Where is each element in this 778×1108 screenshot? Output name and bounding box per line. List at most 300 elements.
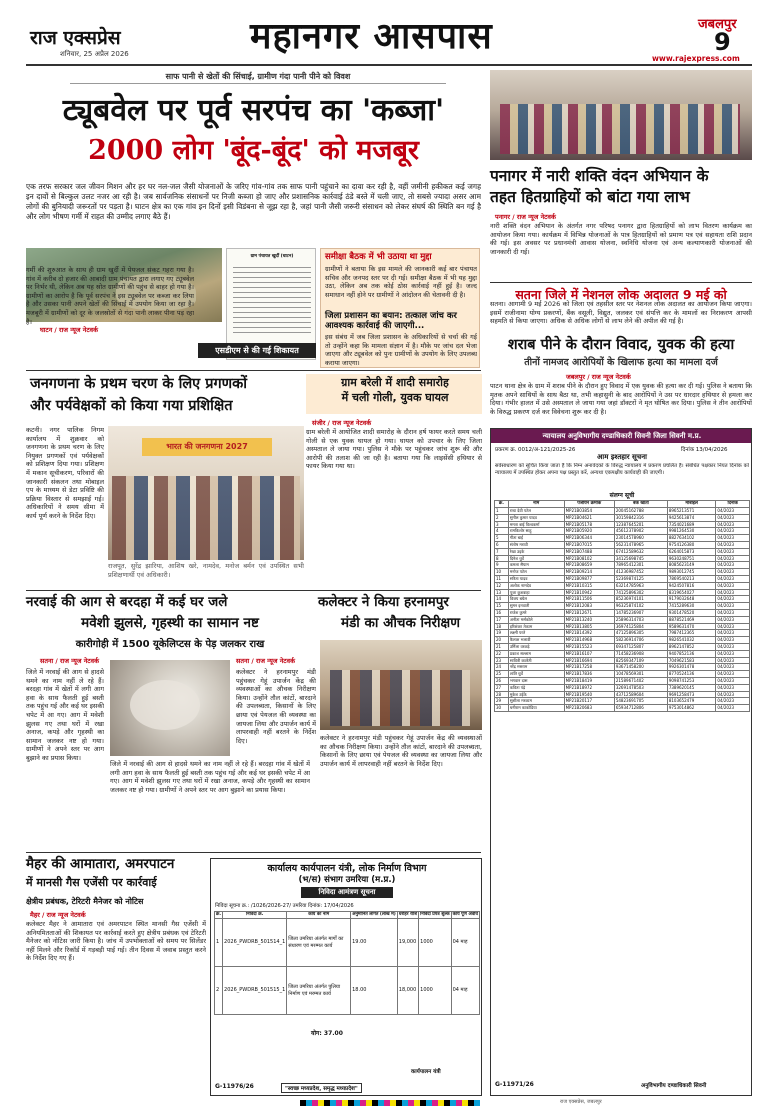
notice-table-cell: 8827634102 — [667, 535, 716, 542]
notice-table-cell: 04/2023 — [716, 521, 750, 528]
notice-table-cell: 04/2023 — [716, 589, 750, 596]
notice-table-cell: 24 — [495, 664, 509, 671]
notice-table-cell: 04/2023 — [716, 609, 750, 616]
notice-table-cell: MP21B03854 — [564, 508, 614, 515]
notice-table-cell: 28 — [495, 691, 509, 698]
paper-name: राज एक्सप्रेस — [30, 27, 121, 49]
notice-table-wrap — [494, 500, 750, 712]
notice-table-cell: सरिता यादव — [508, 575, 564, 582]
notice-table-cell: 04/2023 — [716, 657, 750, 664]
notice-table-cell: MP21B13805 — [564, 623, 614, 630]
census-photo — [108, 426, 304, 560]
notice-table-cell: MP21B15523 — [564, 643, 614, 650]
notice-table-cell: सुशीला मरकाम — [508, 698, 564, 705]
edition-date: शनिवार, 25 अप्रैल 2026 — [60, 50, 129, 58]
notice-table-header-cell: बैंक खाता — [614, 501, 667, 508]
notice-table-cell: 9691258473 — [667, 691, 716, 698]
notice-table-cell: 8319654027 — [667, 589, 716, 596]
notice-table-body — [495, 508, 750, 712]
notice-table-row — [495, 684, 750, 691]
notice-table-cell: सावित्री कवरेती — [508, 657, 564, 664]
notice-table-cell: MP21B16107 — [564, 650, 614, 657]
census-caption: राजपूत, सुरेंद्र झारिया, आशिष खरे, नामदेव, मनोज बर्मन एवं उपस्थित सभी प्रशिक्षणार्थी एवं अधिकारी। — [108, 562, 304, 579]
notice-table-row — [495, 548, 750, 555]
gas-agency-subhead-two: क्षेत्रीय प्रबंधक, टेरिटरी मैनेजर को नोटिस — [26, 897, 144, 906]
fire-body-continued — [110, 760, 310, 848]
notice-table-row — [495, 508, 750, 515]
notice-table-cell: 30159842316 — [614, 514, 667, 521]
notice-table-row — [495, 562, 750, 569]
gas-agency-byline: मैहर / राज न्यूज नेटवर्क — [30, 911, 86, 919]
section-title: महानगर आसपास — [250, 15, 493, 57]
official-title: जिला प्रशासन का बयान: तत्काल जांच कर आवश्यक कार्रवाई की जाएगी... — [325, 311, 457, 331]
notice-date: दिनांक 13/04/2026 — [681, 447, 728, 453]
notice-table-row — [495, 569, 750, 576]
notice-table-row — [495, 582, 750, 589]
census-headline: जनगणना के प्रथम चरण के लिए प्रगणकों — [30, 375, 248, 392]
notice-table-cell: मनोज पटेल — [508, 569, 564, 576]
notice-table-cell: 7987412365 — [667, 630, 716, 637]
murder-byline: जबलपुर / राज न्यूज नेटवर्क — [566, 373, 631, 381]
fire-body: जिले में नरवाई की आग से हादसे थमने का नाम नहीं ले रहे हैं। बरदहा गांव में खेतों में लगी आग हवा के साथ फैलती हुई बस्ती तक पहुंच गई और कई घर इसकी चपेट में आ गए। आग में मवेशी झुलस गए तथा घरों में रखा अनाज, कपड़े और गृहस्थी का सामान जलकर नष्ट हो गया। ग्रामीणों ने अपने स्तर पर आग बुझाने का प्रयास किया। — [26, 668, 104, 762]
page-number: 9 — [714, 28, 731, 56]
notice-table-cell: कविता पंद्रे — [508, 684, 564, 691]
notice-table-cell: 04/2023 — [716, 664, 750, 671]
story-kicker: साफ पानी से खेतों की सिंचाई, ग्रामीण गंदा पानी पीने को विवश — [70, 70, 446, 84]
notice-table-cell: 45612378902 — [614, 528, 667, 535]
notice-table-cell: MP21B04621 — [564, 514, 614, 521]
notice-table-cell: MP21B08659 — [564, 562, 614, 569]
panagar-subheadline: तहत हितग्राहियों को बांटा गया लाभ — [490, 187, 690, 206]
notice-table-cell: 04/2023 — [716, 575, 750, 582]
notice-table-cell: 11 — [495, 575, 509, 582]
murder-subheadline: तीनों नामजद आरोपियों के खिलाफ हत्या का मामला दर्ज — [524, 357, 718, 368]
list-title: संलग्न सूची — [609, 492, 635, 499]
notice-table-cell: 04/2023 — [716, 671, 750, 678]
notice-table-cell: 63214785963 — [614, 582, 667, 589]
fire-photo — [110, 660, 230, 756]
section-rule — [26, 370, 481, 371]
notice-table-cell: MP21B10942 — [564, 589, 614, 596]
notice-table-cell: शांति धुर्वे — [508, 671, 564, 678]
notice-table-cell: 52369874125 — [614, 575, 667, 582]
notice-table-cell: 21 — [495, 643, 509, 650]
section-rule — [26, 590, 481, 591]
notice-table-cell: 4 — [495, 528, 509, 535]
tender-table-cell: जिला उमरिया अंतर्गत पुलिया निर्माण एवं मरम्मत कार्य — [287, 967, 351, 1015]
document-header: ग्राम पंचायत खुर्दी (घाटन) — [250, 254, 294, 259]
notice-table-cell: 74125896302 — [614, 589, 667, 596]
notice-table-cell: 23 — [495, 657, 509, 664]
notice-table-cell: विजय बघेल — [508, 596, 564, 603]
notice-table-cell: मुकेश उईके — [508, 691, 564, 698]
notice-table-row — [495, 637, 750, 644]
notice-table-row — [495, 698, 750, 705]
notice-table-cell: MP21B17258 — [564, 664, 614, 671]
notice-table-cell: 9893012745 — [667, 569, 716, 576]
byline: घाटन / राज न्यूज नेटवर्क — [40, 326, 99, 334]
tender-table-cell: 1 — [215, 919, 223, 967]
notice-table-cell: MP21B18419 — [564, 677, 614, 684]
notice-table-row — [495, 541, 750, 548]
notice-table-cell: 8965213571 — [667, 508, 716, 515]
gas-agency-body: कलेक्टर मैहर ने आमातारा एवं अमरपाटन स्थित मानसी गैस एजेंसी में अनियमितताओं की शिकायत पर कार्रवाई करते हुए क्षेत्रीय प्रबंधक एवं टेरिटरी मैनेजर को नोटिस जारी किया है। जांच में उपभोक्ताओं को समय पर सिलेंडर नहीं मिलने और रिकॉर्ड में गड़बड़ी पाई गई। तीन दिवस में जवाब प्रस्तुत करने के निर्देश दिए गए हैं। — [26, 920, 206, 963]
notice-table-cell: 65934712806 — [614, 705, 667, 712]
tender-table-cell: 18,000 — [397, 967, 418, 1015]
notice-table-cell: 8962147852 — [667, 643, 716, 650]
notice-table-cell: 17 — [495, 616, 509, 623]
notice-table-header-cell: पंजीयन क्रमांक — [564, 501, 614, 508]
notice-table-row — [495, 528, 750, 535]
notice-table-cell: 04/2023 — [716, 643, 750, 650]
notice-table — [494, 500, 750, 712]
masthead-rule — [26, 64, 752, 66]
fire-headline: नरवाई की आग से बरदहा में कई घर जले — [26, 594, 228, 610]
gas-agency-subheadline: में मानसी गैस एजेंसी पर कार्रवाई — [26, 876, 157, 889]
notice-table-cell: 22 — [495, 650, 509, 657]
notice-table-row — [495, 616, 750, 623]
fire-subhead-two: कारीगोही में 1500 यूकेलिप्टस के पेड़ जलकर राख — [75, 639, 265, 650]
notice-table-cell: MP21B16694 — [564, 657, 614, 664]
notice-text: सर्वसाधारण को सूचित किया जाता है कि निम्न अनावेदकों के विरुद्ध न्यायालय में प्रकरण प्रचलित है। संबंधित पक्षकार नियत दिनांक को न्यायालय में उपस्थित होकर अपना पक्ष प्रस्तुत करें, अन्यथा एकपक्षीय कार्यवाही की जाएगी। — [495, 463, 749, 476]
website-url[interactable]: www.rajexpress.com — [652, 54, 740, 63]
notice-table-row — [495, 623, 750, 630]
notice-table-cell: 04/2023 — [716, 691, 750, 698]
notice-table-row — [495, 575, 750, 582]
tender-table — [214, 911, 480, 1015]
notice-table-cell: MP21B08102 — [564, 555, 614, 562]
court-title: न्यायालय अनुविभागीय दण्डाधिकारी सिवनी जिला सिवनी म.प्र. — [491, 429, 752, 443]
tender-table-header-cell: कार्य का नाम — [287, 912, 351, 919]
notice-table-cell: 6264015873 — [667, 548, 716, 555]
notice-table-cell: MP21B06344 — [564, 535, 614, 542]
review-box — [320, 248, 480, 368]
notice-table-cell: अनीता मर्सकोले — [508, 616, 564, 623]
panagar-headline: पनागर में नारी शक्ति वंदन अभियान के — [490, 166, 709, 185]
notice-table-cell: 7415289630 — [667, 603, 716, 610]
tender-table-header-cell: कार्य पूर्ण अवधि — [452, 912, 478, 917]
notice-table-cell: MP21B10315 — [564, 582, 614, 589]
mandi-headline: कलेक्टर ने किया हरनामपुर — [318, 594, 449, 610]
panagar-byline: पनागर / राज न्यूज नेटवर्क — [495, 213, 556, 221]
notice-table-cell: 04/2023 — [716, 555, 750, 562]
notice-table-row — [495, 521, 750, 528]
notice-table-cell: 18 — [495, 623, 509, 630]
notice-table-cell: रेखा उइके — [508, 548, 564, 555]
notice-table-cell: 8770524136 — [667, 671, 716, 678]
fire-byline: सतना / राज न्यूज नेटवर्क — [40, 657, 99, 665]
notice-table-cell: MP21B14968 — [564, 637, 614, 644]
notice-table-cell: कमला सैयाम — [508, 562, 564, 569]
lok-adalat-title: सतना जिले में नेशनल लोक अदालत 9 मई को — [490, 282, 752, 303]
mandi-body: कलेक्टर ने हरनामपुर मंडी पहुंचकर गेहूं उपार्जन केंद्र की व्यवस्थाओं का औचक निरीक्षण किया। उन्होंने तौल कांटों, बारदाने की उपलब्धता, किसानों के लिए छाया एवं पेयजल की व्यवस्था का जायजा लिया और उपार्जन कार्य में लापरवाही नहीं बरतने के निर्देश दिए। — [236, 668, 316, 745]
notice-table-row — [495, 603, 750, 610]
mandi-body-text: कलेक्टर ने हरनामपुर मंडी पहुंचकर गेहूं उपार्जन केंद्र की व्यवस्थाओं का औचक निरीक्षण किया। उन्होंने तौल कांटों, बारदाने की उपलब्धता, किसानों के लिए छाया एवं पेयजल की व्यवस्था का जायजा लिया और उपार्जन कार्य में लापरवाही नहीं बरतने के निर्देश दिए। — [320, 734, 482, 768]
notice-table-row — [495, 555, 750, 562]
notice-table-cell: 04/2023 — [716, 630, 750, 637]
notice-table-cell: 9 — [495, 562, 509, 569]
notice-table-cell: 04/2023 — [716, 684, 750, 691]
notice-table-cell: 20045162788 — [614, 508, 667, 515]
tender-table-cell: 1000 — [419, 919, 451, 967]
tender-table-row — [215, 919, 480, 967]
tender-table-cell: 19.00 — [351, 919, 398, 967]
notice-table-cell: 1 — [495, 508, 509, 515]
notice-table-cell: पूजा कुशवाहा — [508, 589, 564, 596]
notice-table-row — [495, 664, 750, 671]
notice-table-cell: MP21B20683 — [564, 705, 614, 712]
tender-ref: निविदा सूचना क्र.: /1026/2026-27/ उमरिया दिनांक: 17/04/2026 — [215, 903, 354, 909]
subheadline: 2000 लोग 'बूंद-बूंद' को मजबूर — [88, 135, 419, 166]
notice-table-cell: सुनील कुमार यादव — [508, 514, 564, 521]
tender-table-cell: 18.00 — [351, 967, 398, 1015]
tender-signer: कार्यपालन यंत्री — [411, 1069, 441, 1075]
tender-table-cell: 1000 — [419, 967, 451, 1015]
notice-table-cell: 43712589604 — [614, 691, 667, 698]
notice-table-cell: MP21B12671 — [564, 609, 614, 616]
notice-table-row — [495, 691, 750, 698]
notice-signer: अनुविभागीय दण्डाधिकारी सिवनी — [641, 1083, 707, 1089]
notice-table-cell: 47125896305 — [614, 630, 667, 637]
notice-table-cell: 23014578960 — [614, 535, 667, 542]
notice-table-row — [495, 671, 750, 678]
notice-table-cell: 56231478965 — [614, 541, 667, 548]
notice-table-cell: 96325874102 — [614, 603, 667, 610]
official-text: इस संबंध में जब जिला प्रशासन के अधिकारियों से चर्चा की गई तो उन्होंने कहा कि मामला संज्ञान में है। मौके पर जांच दल भेजा जाएगा और ट्यूबवेल को पुनः ग्रामीणों के उपयोग के लिए उपलब्ध कराया जाएगा। — [325, 333, 477, 367]
notice-table-cell: 16 — [495, 609, 509, 616]
notice-table-cell: 25 — [495, 671, 509, 678]
tender-table-wrap — [214, 911, 480, 1015]
notice-table-row — [495, 535, 750, 542]
court-notice — [490, 428, 752, 1096]
notice-table-cell: 19 — [495, 630, 509, 637]
notice-table-cell: धनीराम काकोडिया — [508, 705, 564, 712]
notice-table-cell: रामकिशोर साहू — [508, 528, 564, 535]
notice-table-cell: 14 — [495, 596, 509, 603]
notice-table-cell: 04/2023 — [716, 650, 750, 657]
notice-table-cell: 71458236908 — [614, 650, 667, 657]
notice-table-cell: 04/2023 — [716, 623, 750, 630]
notice-table-cell: 9826541032 — [667, 637, 716, 644]
notice-table-cell: कैलाश भलावी — [508, 637, 564, 644]
headline: ट्यूबवेल पर पूर्व सरपंच का 'कब्जा' — [62, 93, 445, 128]
notice-table-cell: 04/2023 — [716, 508, 750, 515]
mandi-subheadline: मंडी का औचक निरीक्षण — [341, 615, 460, 631]
notice-table-cell: MP21B09214 — [564, 569, 614, 576]
notice-table-cell: नरेंद्र मसराम — [508, 664, 564, 671]
notice-table-cell: राधा देवी पटेल — [508, 508, 564, 515]
footer-ad: "स्वच्छ मध्यप्रदेश, समृद्ध मध्यप्रदेश" — [281, 1083, 362, 1093]
tender-table-body — [215, 919, 480, 1015]
tender-table-header-cell: अनुमानित लागत (लाख में) — [352, 912, 396, 917]
tender-notice — [210, 858, 482, 1096]
notice-table-cell: 30 — [495, 705, 509, 712]
notice-table-cell: MP21B14392 — [564, 630, 614, 637]
section-rule — [26, 852, 481, 853]
tender-table-cell: 04 माह — [451, 919, 479, 967]
notice-table-cell: 8103652479 — [667, 698, 716, 705]
notice-table-header-cell: मोबाइल — [667, 501, 716, 508]
notice-table-cell: संतोष मरावी — [508, 541, 564, 548]
notice-table-cell: 34125698745 — [614, 555, 667, 562]
notice-table-cell: 85236974101 — [614, 596, 667, 603]
notice-table-cell: 9754126380 — [667, 541, 716, 548]
notice-table-cell: 04/2023 — [716, 541, 750, 548]
notice-table-cell: 9179032648 — [667, 596, 716, 603]
notice-table-cell: 10 — [495, 569, 509, 576]
notice-table-cell: 9407852136 — [667, 650, 716, 657]
tender-table-header — [215, 912, 480, 919]
notice-table-cell: 21589671402 — [614, 677, 667, 684]
tender-table-cell: 2026_PWDRB_501515_1 — [223, 967, 287, 1015]
edition-city: जबलपुर — [698, 17, 737, 32]
shooting-subheadline: में चली गोली, युवक घायल — [341, 391, 449, 404]
gas-agency-headline: मैहर की आमातारा, अमरपाटन — [26, 856, 175, 872]
lead-paragraph: एक तरफ सरकार जल जीवन मिशन और हर घर नल-जल जैसी योजनाओं के जरिए गांव-गांव तक साफ पानी पहुंचाने का दावा कर रही है, वहीं जमीनी हकीकत कई जगह इन दावों से बिल्कुल उलट नजर आ रही है। जब सार्वजनिक संसाधनों पर निजी कब्जा हो जाए और प्रशासनिक कार्रवाई ठंडे बस्ते में चली जाए, तो सबसे ज्यादा असर आम लोगों की बुनियादी जरूरतों पर पड़ता है। घाटन क्षेत्र का एक गांव इन दिनों इसी विडंबना से जूझ रहा है, जहां पानी जैसी जरूरी संसाधन को लेकर संघर्ष की स्थिति बन गई है और लोग भीषण गर्मी में राहत की उम्मीद लगाए बैठे हैं। — [26, 182, 481, 221]
tender-table-header-cell: निविदा क्र. — [223, 912, 287, 919]
tender-table-cell: 19,000 — [397, 919, 418, 967]
notice-table-cell: 04/2023 — [716, 603, 750, 610]
mandi-byline: सतना / राज न्यूज नेटवर्क — [236, 657, 295, 665]
lok-adalat-body: सतना। आगामी 9 मई 2026 को जिला एवं तहसील स्तर पर नेशनल लोक अदालत का आयोजन किया जाएगा। इसमें राजीनामा योग्य प्रकरणों, बैंक वसूली, विद्युत, जलकर एवं संपत्ति कर के मामलों का निराकरण आपसी सहमति से किया जाएगा। अधिक से अधिक लोगों से लाभ लेने की अपील की गई है। — [490, 300, 752, 326]
murder-body: पाटन थाना क्षेत्र के ग्राम में शराब पीने के दौरान हुए विवाद में एक युवक की हत्या कर दी गई। पुलिस ने बताया कि मृतक अपने साथियों के साथ बैठा था, तभी कहासुनी के बाद आरोपियों ने उस पर धारदार हथियार से हमला कर दिया। गंभीर हालत में उसे अस्पताल ले जाया गया जहां डॉक्टरों ने मृत घोषित कर दिया। पुलिस ने तीन आरोपियों के विरुद्ध प्रकरण दर्ज कर विवेचना शुरू कर दी है। — [490, 382, 752, 416]
tender-office: कार्यालय कार्यपालन यंत्री, लोक निर्माण विभाग — [267, 863, 427, 874]
notice-table-cell: 15 — [495, 603, 509, 610]
notice-title: आम इश्तहार सूचना — [597, 453, 647, 461]
notice-table-cell: 04/2023 — [716, 698, 750, 705]
notice-code: G-11971/26 — [495, 1081, 534, 1088]
notice-table-cell: 04/2023 — [716, 637, 750, 644]
tender-table-cell: 2026_PWDRB_501514_1 — [223, 919, 287, 967]
tender-office-sub: (भ/स) संभाग उमरिया (म.प्र.) — [298, 875, 396, 885]
census-banner: भारत की जनगणना 2027 — [142, 438, 272, 456]
notice-table-cell: MP21B18972 — [564, 684, 614, 691]
notice-table-cell: 04/2023 — [716, 705, 750, 712]
shooting-box — [306, 374, 482, 414]
notice-table-cell: सुमन इनवाती — [508, 603, 564, 610]
tender-table-header-cell: निविदा प्रपत्र शुल्क — [420, 912, 450, 917]
notice-table-cell: 2 — [495, 514, 509, 521]
notice-table-row — [495, 657, 750, 664]
notice-table-row — [495, 596, 750, 603]
notice-table-cell: MP21B13240 — [564, 616, 614, 623]
tender-table-cell: 04 माह — [451, 967, 479, 1015]
tender-table-header-cell: क्र. — [216, 912, 222, 917]
notice-table-cell: 36974125804 — [614, 623, 667, 630]
notice-table-header — [495, 501, 750, 508]
notice-table-cell: 93671458200 — [614, 664, 667, 671]
notice-table-row — [495, 677, 750, 684]
notice-table-header-cell: नाम — [508, 501, 564, 508]
notice-table-cell: MP21B11506 — [564, 596, 614, 603]
fire-body-text: जिले में नरवाई की आग से हादसे थमने का नाम नहीं ले रहे हैं। बरदहा गांव में खेतों में लगी आग हवा के साथ फैलती हुई बस्ती तक पहुंच गई और कई घर इसकी चपेट में आ गए। आग में मवेशी झुलस गए तथा घरों में रखा अनाज, कपड़े और गृहस्थी का सामान जलकर नष्ट हो गया। ग्रामीणों ने अपने स्तर पर आग बुझाने का प्रयास किया। — [110, 760, 310, 794]
notice-table-cell: 9981264530 — [667, 528, 716, 535]
tender-table-row — [215, 967, 480, 1015]
tender-title: निविदा आमंत्रण सूचना — [301, 887, 393, 898]
notice-table-cell: राजेश कुमरे — [508, 609, 564, 616]
tender-table-header-cell: धरोहर राशि — [398, 912, 418, 917]
shooting-byline: संजीर / राज न्यूज नेटवर्क — [312, 419, 372, 427]
notice-table-cell: 04/2023 — [716, 616, 750, 623]
notice-table-cell: 25896314703 — [614, 616, 667, 623]
document-lines — [233, 263, 311, 333]
review-box-title: समीक्षा बैठक में भी उठाया था मुद्दा — [325, 252, 432, 262]
notice-table-cell: 67412589632 — [614, 548, 667, 555]
notice-table-cell: 54823691705 — [614, 698, 667, 705]
case-number: प्रकरण क्र. 0012/अ-121/2025-26 — [495, 447, 576, 453]
notice-table-cell: अशोक नामदेव — [508, 582, 564, 589]
notice-table-cell: 78965412301 — [614, 562, 667, 569]
notice-table-row — [495, 514, 750, 521]
review-box-text: ग्रामीणों ने बताया कि इस मामले की जानकारी कई बार पंचायत सचिव और जनपद स्तर पर दी गई। समीक्षा बैठक में भी यह मुद्दा उठा, लेकिन अब तक कोई ठोस कार्रवाई नहीं हुई है। जल्द समाधान नहीं होने पर ग्रामीणों ने आंदोलन की चेतावनी दी है। — [325, 265, 477, 299]
notice-table-cell: भगवान दास — [508, 677, 564, 684]
photo-people — [112, 476, 300, 560]
notice-table-cell: 8 — [495, 555, 509, 562]
notice-table-cell: MP21B17836 — [564, 671, 614, 678]
registration-strip — [300, 1100, 480, 1106]
notice-table-cell: 9098741253 — [667, 677, 716, 684]
notice-table-cell: 3 — [495, 521, 509, 528]
notice-table-cell: 04/2023 — [716, 562, 750, 569]
masthead — [0, 0, 778, 70]
notice-table-cell: 04/2023 — [716, 548, 750, 555]
notice-table-cell: 7 — [495, 548, 509, 555]
notice-table-cell: 9301478520 — [667, 609, 716, 616]
shooting-body: ग्राम बरेली में आयोजित शादी समारोह के दौरान हर्ष फायर करते समय चली गोली से एक युवक घायल हो गया। घायल को उपचार के लिए जिला अस्पताल ले जाया गया। पुलिस ने मौके पर पहुंचकर जांच शुरू की और आरोपी की तलाश की जा रही है। बताया गया कि लाइसेंसी हथियार से फायर किया गया था। — [306, 428, 482, 471]
notice-table-cell: 12387645201 — [614, 521, 667, 528]
notice-table-cell: 26 — [495, 677, 509, 684]
document-caption: एसडीएम से की गई शिकायत — [198, 343, 316, 358]
notice-table-cell: 9630248751 — [667, 555, 716, 562]
notice-table-cell: 04/2023 — [716, 535, 750, 542]
notice-table-cell: 7354021689 — [667, 521, 716, 528]
notice-table-cell: 9926301478 — [667, 664, 716, 671]
notice-table-header-cell: दिनांक — [716, 501, 750, 508]
notice-table-cell: 29 — [495, 698, 509, 705]
notice-table-cell: 9424507816 — [667, 582, 716, 589]
tender-code: G-11976/26 — [215, 1083, 254, 1090]
notice-table-cell: MP21B07488 — [564, 548, 614, 555]
notice-table-cell: 04/2023 — [716, 677, 750, 684]
notice-table-cell: 9589631470 — [667, 623, 716, 630]
panagar-photo — [490, 70, 752, 160]
notice-table-row — [495, 705, 750, 712]
murder-headline: शराब पीने के दौरान विवाद, युवक की हत्या — [507, 336, 735, 353]
tender-table-cell: जिला उमरिया अंतर्गत मार्गों का संधारण एवं मरम्मत कार्य — [287, 919, 351, 967]
notice-table-header-cell: क्र. — [495, 501, 509, 508]
notice-table-cell: 7869540213 — [667, 575, 716, 582]
census-body: कटनी। नगर पालिक निगम कार्यालय में शुक्रवार को जनगणना के प्रथम चरण के लिए नियुक्त प्रगणकों एवं पर्यवेक्षकों को प्रशिक्षण दिया गया। प्रशिक्षण में मकान सूचीकरण, परिवारों की जानकारी संकलन तथा मोबाइल एप के माध्यम से डेटा प्रविष्टि की प्रक्रिया विस्तार से समझाई गई। अधिकारियों ने समय सीमा में कार्य पूर्ण करने के निर्देश दिए। — [26, 426, 104, 520]
notice-table-cell: उर्मिला वरकड़े — [508, 643, 564, 650]
notice-table-cell: 7389620145 — [667, 684, 716, 691]
notice-table-cell: 12 — [495, 582, 509, 589]
notice-table-cell: लक्ष्मी परते — [508, 630, 564, 637]
notice-table-cell: 27 — [495, 684, 509, 691]
notice-table-cell: 14785236907 — [614, 609, 667, 616]
notice-table-cell: 04/2023 — [716, 514, 750, 521]
notice-table-cell: 8878521469 — [667, 616, 716, 623]
footer-imprint: राज एक्सप्रेस, जबलपुर — [560, 1099, 602, 1105]
notice-table-row — [495, 609, 750, 616]
notice-table-cell: दिनेश धुर्वे — [508, 555, 564, 562]
fire-subheadline: मवेशी झुलसे, गृहस्थी का सामान नष्ट — [81, 615, 259, 631]
notice-table-cell: 04/2023 — [716, 596, 750, 603]
tender-table-cell: 2 — [215, 967, 223, 1015]
notice-table-cell: MP21B09877 — [564, 575, 614, 582]
notice-table-cell: ममता बाई विश्वकर्मा — [508, 521, 564, 528]
photo-smoke — [130, 680, 200, 730]
notice-table-cell: 6 — [495, 541, 509, 548]
